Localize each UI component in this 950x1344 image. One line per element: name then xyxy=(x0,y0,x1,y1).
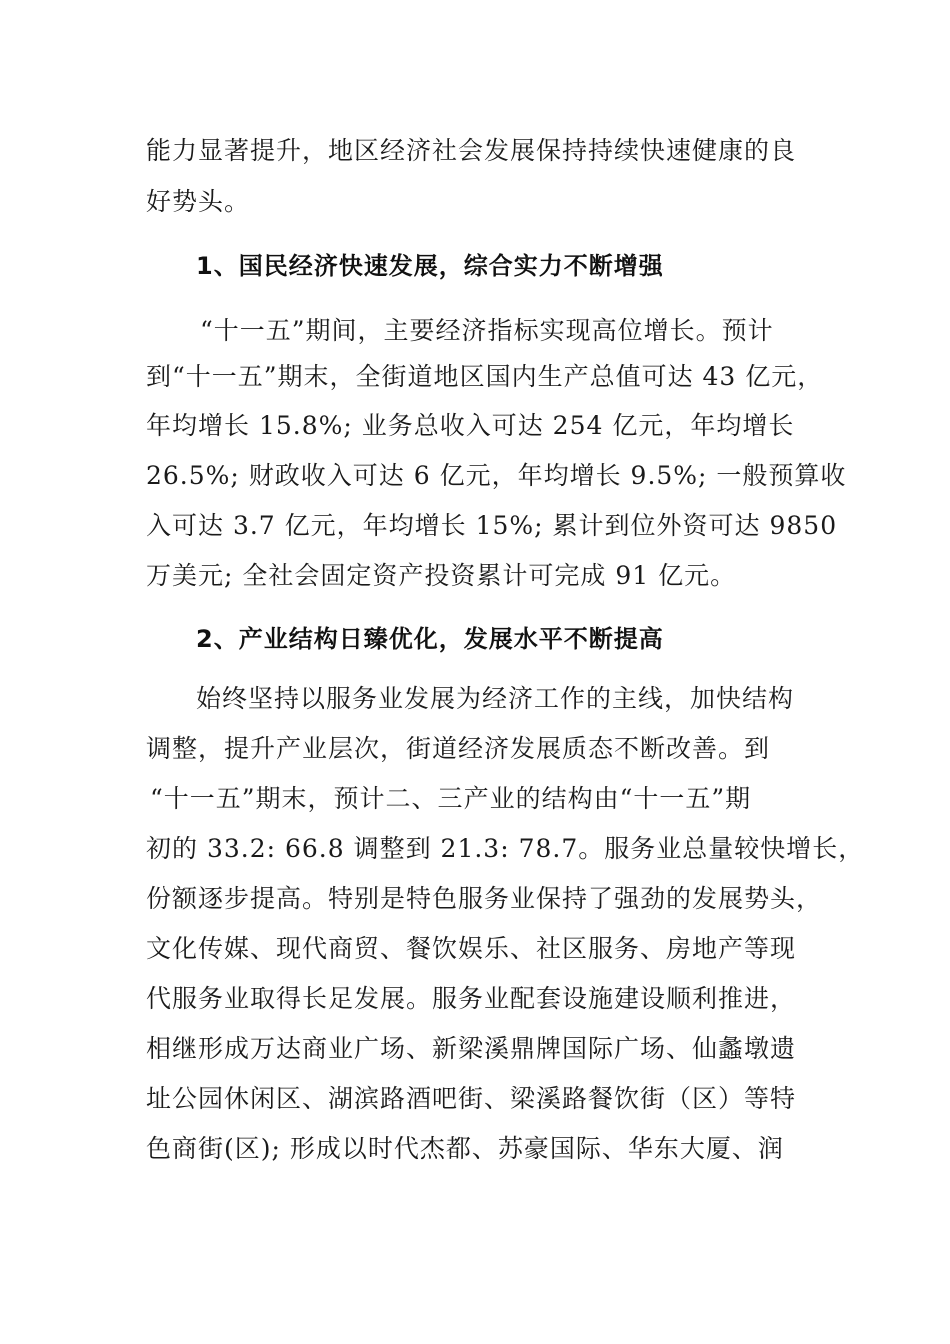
paragraph-line: 份额逐步提高。特别是特色服务业保持了强劲的发展势头， xyxy=(146,884,823,913)
section-heading-1: 1、国民经济快速发展，综合实力不断增强 xyxy=(196,252,664,280)
paragraph-line: “十一五”期末，预计二、三产业的结构由“十一五”期 xyxy=(150,784,752,813)
paragraph-line: 初的 33.2: 66.8 调整到 21.3: 78.7。服务业总量较快增长， xyxy=(146,834,865,863)
paragraph-line: 调整，提升产业层次，街道经济发展质态不断改善。到 xyxy=(146,734,771,763)
paragraph-line: 相继形成万达商业广场、新梁溪鼎牌国际广场、仙蠡墩遗 xyxy=(146,1034,797,1063)
paragraph-line: 文化传媒、现代商贸、餐饮娱乐、社区服务、房地产等现 xyxy=(146,934,797,963)
section-heading-2: 2、产业结构日臻优化，发展水平不断提高 xyxy=(196,625,664,653)
paragraph-line: 万美元; 全社会固定资产投资累计可完成 91 亿元。 xyxy=(146,561,737,590)
paragraph-line: 色商街(区); 形成以时代杰都、苏豪国际、华东大厦、润 xyxy=(146,1134,784,1163)
paragraph-line: 入可达 3.7 亿元，年均增长 15%; 累计到位外资可达 9850 xyxy=(146,511,838,540)
paragraph-line: 能力显著提升，地区经济社会发展保持持续快速健康的良 xyxy=(146,136,797,165)
paragraph-line: 始终坚持以服务业发展为经济工作的主线，加快结构 xyxy=(196,684,795,713)
paragraph-line: 年均增长 15.8%; 业务总收入可达 254 亿元，年均增长 xyxy=(146,411,795,440)
paragraph-line: “十一五”期间，主要经济指标实现高位增长。预计 xyxy=(200,316,774,345)
paragraph-line: 址公园休闲区、湖滨路酒吧街、梁溪路餐饮街（区）等特 xyxy=(146,1084,797,1113)
paragraph-line: 到“十一五”期末，全街道地区国内生产总值可达 43 亿元， xyxy=(146,362,824,391)
paragraph-line: 26.5%; 财政收入可达 6 亿元，年均增长 9.5%; 一般预算收 xyxy=(146,461,847,490)
paragraph-line: 好势头。 xyxy=(146,187,251,216)
paragraph-line: 代服务业取得长足发展。服务业配套设施建设顺利推进， xyxy=(146,984,797,1013)
